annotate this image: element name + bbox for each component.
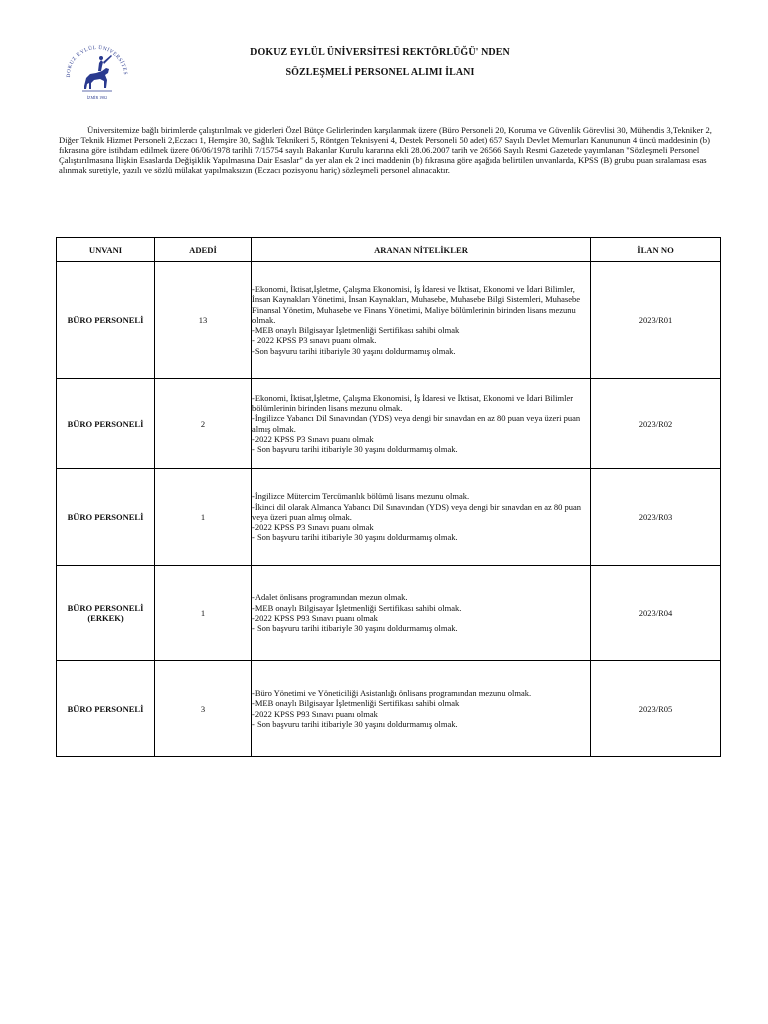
table-row (57, 379, 721, 469)
document-title: DOKUZ EYLÜL ÜNİVERSİTESİ REKTÖRLÜĞÜ' NDEN (250, 47, 510, 58)
requirement-line: -2022 KPSS P3 Sınavı puanı olmak (252, 433, 374, 444)
header-aranan-nitelikler: ARANAN NİTELİKLER (252, 238, 591, 262)
requirement-line: - Son başvuru tarihi itibariyle 30 yaşını doldurmamış olmak. (252, 444, 458, 455)
cell-ilan-no: 2023/R02 (591, 379, 721, 469)
cell-ilan-no: 2023/R05 (591, 661, 721, 757)
requirement-line: -MEB onaylı Bilgisayar İşletmenliği Sertifikası sahibi olmak. (252, 602, 462, 613)
cell-unvan: BÜRO PERSONELİ (57, 469, 155, 566)
table-row (57, 469, 721, 566)
cell-unvan: BÜRO PERSONELİ (57, 379, 155, 469)
cell-adet: 2 (155, 379, 252, 469)
cell-ilan-no: 2023/R01 (591, 262, 721, 379)
requirement-line: -Adalet önlisans programından mezun olmak. (252, 592, 408, 603)
requirement-line: - Son başvuru tarihi itibariyle 30 yaşını doldurmamış olmak. (252, 623, 458, 634)
cell-nitelikler (252, 469, 591, 566)
requirement-line: -Son başvuru tarihi itibariyle 30 yaşını doldurmamış olmak. (252, 345, 456, 356)
requirement-line: -MEB onaylı Bilgisayar İşletmenliği Sertifikası sahibi olmak (252, 698, 460, 709)
header-adedi: ADEDİ (155, 238, 252, 262)
table-header-row (57, 238, 721, 262)
positions-table (56, 237, 721, 757)
cell-adet: 13 (155, 262, 252, 379)
cell-nitelikler (252, 566, 591, 661)
requirement-line: -Büro Yönetimi ve Yöneticiliği Asistanlığı önlisans programından mezunu olmak. (252, 687, 532, 698)
document-subtitle: SÖZLEŞMELİ PERSONEL ALIMI İLANI (285, 67, 475, 78)
cell-nitelikler (252, 379, 591, 469)
svg-text:DOKUZ EYLÜL ÜNİVERSİTESİ: DOKUZ EYLÜL ÜNİVERSİTES (65, 44, 129, 78)
requirement-line: - Son başvuru tarihi itibariyle 30 yaşını doldurmamış olmak. (252, 718, 458, 729)
cell-adet: 1 (155, 566, 252, 661)
svg-text:İZMİR 1982: İZMİR 1982 (86, 95, 108, 100)
requirement-line: - 2022 KPSS P3 sınavı puanı olmak. (252, 335, 377, 346)
requirement-line: -2022 KPSS P93 Sınavı puanı olmak (252, 613, 378, 623)
horse-rider-icon (84, 55, 112, 89)
requirement-line: -2022 KPSS P93 Sınavı puanı olmak (252, 708, 378, 719)
university-seal-logo (62, 38, 132, 108)
cell-ilan-no: 2023/R03 (591, 469, 721, 566)
requirement-line: -İkinci dil olarak Almanca Yabancı Dil Sınavından (YDS) veya dengi bir sınavdan en az 80 puan veya üzeri puan almış olmak. (252, 501, 582, 522)
cell-unvan: BÜRO PERSONELİ (ERKEK) (57, 566, 155, 661)
requirement-line: -İngilizce Yabancı Dil Sınavından (YDS) veya dengi bir sınavdan en az 80 puan veya üzeri puan almış olmak. (252, 413, 581, 434)
cell-nitelikler (252, 661, 591, 757)
intro-paragraph: Üniversitemize bağlı birimlerde çalıştırılmak ve giderleri Özel Bütçe Gelirlerinden karşılanmak üzere (Büro Personeli 20, Koruma ve Güvenlik Görevlisi 30, Mühendis 3,Tekniker 2, Diğer Teknik Hizmet Personeli 2,Eczacı 1, Hemşire 30, Sağlık Teknikeri 5, Röntgen Teknisyeni 4, Destek Personeli 50 adet) 657 Sayılı Devlet Memurları Kanununun 4 üncü maddesinin (b) fıkrasına göre istihdam edilmek üzere 06/06/1978 tarihli 7/15754 sayılı Bakanlar Kurulu kararına ekli 28.06.2007 tarih ve 26566 Sayılı Resmi Gazetede yayımlanan "Sözleşmeli Personel Çalıştırılmasına İlişkin Esaslarda Değişiklik Yapılmasına Dair Esaslar" da yer alan ek 2 inci maddenin (b) fıkrasına göre aşağıda belirtilen unvanlarda, KPSS (B) grubu puan sıralaması esas alınmak suretiyle, yazılı ve sözlü mülakat yapılmaksızın (Eczacı pozisyonu hariç) sözleşmeli personel alınacaktır. (59, 125, 712, 175)
cell-ilan-no: 2023/R04 (591, 566, 721, 661)
cell-adet: 1 (155, 469, 252, 566)
header-ilan-no: İLAN NO (591, 238, 721, 262)
requirement-line: - Son başvuru tarihi itibariyle 30 yaşını doldurmamış olmak. (252, 532, 458, 543)
cell-adet: 3 (155, 661, 252, 757)
cell-unvan: BÜRO PERSONELİ (57, 661, 155, 757)
requirement-line: -Ekonomi, İktisat,İşletme, Çalışma Ekonomisi, İş İdaresi ve İktisat, Ekonomi ve İdari Bilimler, İnsan Kaynakları Yönetimi, İnsan Kaynakları, Muhasebe, Muhasebe Bilgi Sistemleri, Muhasebe Finansal Yönetim, Muhasebe ve Finans Yönetimi, Maliye bölümlerinin birinden lisans mezunu olmak. (252, 283, 581, 325)
requirement-line: -MEB onaylı Bilgisayar İşletmenliği Sertifikası sahibi olmak (252, 325, 460, 336)
requirement-line: -2022 KPSS P3 Sınavı puanı olmak (252, 522, 374, 533)
table-row (57, 661, 721, 757)
cell-unvan: BÜRO PERSONELİ (57, 262, 155, 379)
requirement-line: -İngilizce Mütercim Tercümanlık bölümü lisans mezunu olmak. (252, 491, 470, 502)
requirement-line: -Ekonomi, İktisat,İşletme, Çalışma Ekonomisi, İş İdaresi ve İktisat, Ekonomi ve İdari Bilimler bölümlerinin birinden lisans mezunu olmak. (252, 392, 574, 413)
table-row (57, 262, 721, 379)
header-unvani: UNVANI (57, 238, 155, 262)
table-row (57, 566, 721, 661)
cell-nitelikler (252, 262, 591, 379)
